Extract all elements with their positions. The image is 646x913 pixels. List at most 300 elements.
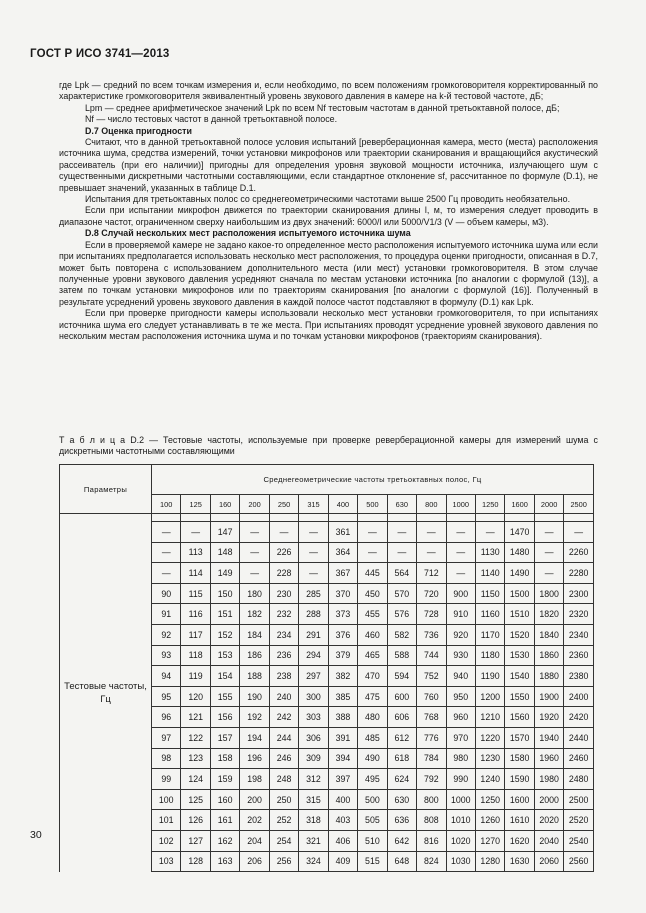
table-cell: 2360 [564,645,594,666]
table-cell: 391 [328,727,357,748]
table-cell: 250 [269,789,298,810]
table-cell: — [299,542,328,563]
table-cell: 792 [417,769,446,790]
table-cell: 156 [210,707,239,728]
table-cell: 564 [387,563,416,584]
table-cell: 406 [328,830,357,851]
table-cell: 196 [240,748,269,769]
table-cell: 2340 [564,624,594,645]
table-cell: — [417,542,446,563]
table-cell: 321 [299,830,328,851]
band-cell: 1600 [505,495,534,514]
band-cell: 400 [328,495,357,514]
table-cell: 1880 [534,666,563,687]
table-cell: 232 [269,604,298,625]
table-cell: 206 [240,851,269,872]
table-cell: 1220 [475,727,504,748]
table-cell: 930 [446,645,475,666]
table-cell: 128 [181,851,210,872]
section-heading: D.8 Случай нескольких мест расположения испытуемого источника шума [85,228,411,239]
table-cell: 1920 [534,707,563,728]
table-cell: 1900 [534,686,563,707]
table-cell: 1620 [505,830,534,851]
table-cell: 2260 [564,542,594,563]
table-cell: 397 [328,769,357,790]
table-cell: 1610 [505,810,534,831]
table-cell: 1030 [446,851,475,872]
spacer-cell [387,514,416,522]
table-cell: 1860 [534,645,563,666]
spacer-cell [417,514,446,522]
band-cell: 250 [269,495,298,514]
table-cell: 96 [152,707,181,728]
table-cell: 980 [446,748,475,769]
table-cell: — [152,522,181,543]
table-cell: 152 [210,624,239,645]
body-text [59,80,598,342]
table-cell: 760 [417,686,446,707]
table-cell: 388 [328,707,357,728]
table-cell: 116 [181,604,210,625]
table-cell: 1260 [475,810,504,831]
table-cell: 324 [299,851,328,872]
band-cell: 500 [358,495,387,514]
section-heading: D.7 Оценка пригодности [85,125,192,136]
table-cell: 102 [152,830,181,851]
table-cell: 200 [240,789,269,810]
table-cell: 1190 [475,666,504,687]
table-cell: 1510 [505,604,534,625]
spacer-cell [152,514,181,522]
spacer-cell [299,514,328,522]
table-cell: 157 [210,727,239,748]
test-frequency-table [59,464,594,872]
table-cell: 228 [269,563,298,584]
table-cell: 93 [152,645,181,666]
table-cell: 244 [269,727,298,748]
table-cell: 2040 [534,830,563,851]
spacer-cell [210,514,239,522]
table-cell: 126 [181,810,210,831]
table-cell: 1540 [505,666,534,687]
band-cell: 125 [181,495,210,514]
table-cell: 455 [358,604,387,625]
param-header: Параметры [60,465,152,514]
band-header: Среднегеометрические частоты третьоктавных полос, Гц [152,465,594,495]
table-cell: 636 [387,810,416,831]
table-cell: — [475,522,504,543]
table-cell: 230 [269,583,298,604]
band-cell: 160 [210,495,239,514]
table-cell: 990 [446,769,475,790]
band-cell: 315 [299,495,328,514]
paragraph: Считают, что в данной третьоктавной полосе условия испытаний [реверберационная камера, место (места) расположения источника шума, средства измерений, точки установки микрофонов или траектории сканирования и вращающийся акустический рассеиватель (при его наличии)] пригодны для определения уровня звуковой мощности источника, излучающего шум с существенными дискретными частотными составляющими, если стандартное отклонение sf, рассчитанное по формуле (D.1), не превышает значений, указанных в таблице D.1. [59,137,598,193]
table-cell: 1020 [446,830,475,851]
table-cell: — [446,542,475,563]
table-cell: 2440 [564,727,594,748]
table-cell: 150 [210,583,239,604]
table-cell: 2560 [564,851,594,872]
table-cell: 248 [269,769,298,790]
table-cell: 800 [417,789,446,810]
table-cell: 445 [358,563,387,584]
table-cell: 409 [328,851,357,872]
table-cell: 149 [210,563,239,584]
table-cell: 182 [240,604,269,625]
table-cell: 288 [299,604,328,625]
table-cell: 242 [269,707,298,728]
table-cell: 2480 [564,769,594,790]
table-cell: 1580 [505,748,534,769]
table-cell: 161 [210,810,239,831]
table-cell: 2320 [564,604,594,625]
table-cell: 1210 [475,707,504,728]
band-cell: 2000 [534,495,563,514]
table-cell: 1250 [475,789,504,810]
table-cell: 1280 [475,851,504,872]
table-cell: 475 [358,686,387,707]
table-cell: 808 [417,810,446,831]
table-cell: 1520 [505,624,534,645]
table-cell: 1480 [505,542,534,563]
table-cell: 1940 [534,727,563,748]
table-cell: 291 [299,624,328,645]
table-cell: 612 [387,727,416,748]
table-cell: 594 [387,666,416,687]
spacer-cell [269,514,298,522]
table-cell: — [387,542,416,563]
table-cell: 163 [210,851,239,872]
table-cell: 180 [240,583,269,604]
table-cell: 315 [299,789,328,810]
table-cell: 101 [152,810,181,831]
table-cell: 920 [446,624,475,645]
table-cell: 403 [328,810,357,831]
table-cell: 744 [417,645,446,666]
table-cell: 736 [417,624,446,645]
spacer-cell [534,514,563,522]
table-cell: 500 [358,789,387,810]
table-cell: 303 [299,707,328,728]
table-cell: 127 [181,830,210,851]
table-cell: — [181,522,210,543]
table-cell: 379 [328,645,357,666]
table-cell: — [417,522,446,543]
table-cell: 816 [417,830,446,851]
table-cell: 582 [387,624,416,645]
table-cell: — [446,522,475,543]
table-cell: 2540 [564,830,594,851]
table-cell: — [358,542,387,563]
table-cell: 2300 [564,583,594,604]
table-cell: — [534,563,563,584]
table-cell: 470 [358,666,387,687]
band-cell: 200 [240,495,269,514]
table-cell: 312 [299,769,328,790]
table-cell: 910 [446,604,475,625]
table-cell: 361 [328,522,357,543]
table-cell: 297 [299,666,328,687]
table-cell: 460 [358,624,387,645]
table-cell: 125 [181,789,210,810]
table-cell: — [446,563,475,584]
table-cell: 151 [210,604,239,625]
table-cell: 510 [358,830,387,851]
table-cell: 148 [210,542,239,563]
table-cell: 318 [299,810,328,831]
table-cell: 2500 [564,789,594,810]
band-cell: 1250 [475,495,504,514]
table-cell: 202 [240,810,269,831]
table-cell: 1820 [534,604,563,625]
paragraph: Испытания для третьоктавных полос со среднегеометрическими частотами выше 2500 Гц проводить необязательно. [85,194,571,205]
spacer-cell [446,514,475,522]
table-cell: 505 [358,810,387,831]
table-cell: 123 [181,748,210,769]
table-cell: 91 [152,604,181,625]
table-cell: 186 [240,645,269,666]
paragraph: Lpm — среднее арифметическое значений Lpk по всем Nf тестовым частотам в данной третьоктавной полосе, дБ; [85,102,560,113]
table-cell: 394 [328,748,357,769]
table-cell: 188 [240,666,269,687]
table-cell: 160 [210,789,239,810]
table-cell: 115 [181,583,210,604]
table-cell: 1200 [475,686,504,707]
table-cell: 119 [181,666,210,687]
table-cell: 98 [152,748,181,769]
table-cell: — [534,542,563,563]
table-cell: — [152,563,181,584]
table-cell: 252 [269,810,298,831]
table-cell: — [387,522,416,543]
table-cell: 940 [446,666,475,687]
table-cell: 950 [446,686,475,707]
table-cell: — [534,522,563,543]
table-cell: 367 [328,563,357,584]
table-cell: 576 [387,604,416,625]
table-cell: 2520 [564,810,594,831]
table-cell: 776 [417,727,446,748]
table-cell: — [299,522,328,543]
table-cell: 158 [210,748,239,769]
table-cell: 648 [387,851,416,872]
table-cell: 373 [328,604,357,625]
table-cell: 97 [152,727,181,748]
table-cell: 900 [446,583,475,604]
table-cell: — [358,522,387,543]
paragraph: Если в проверяемой камере не задано какое-то определенное место расположения испытуемого источника шума или если при испытаниях предполагается использовать несколько мест расположения, то процедура оценки пригодности, описанная в D.7, может быть повторена с использованием дополнительного места (или мест) установки громкоговорителя. В этом случае полученные уровни звукового давления усредняют сначала по местам установки источника [по аналогии с формулой (13)], а затем по точкам установки микрофонов или по траекториям сканирования [по аналогии с формулой (16)]. Полученный в результате усреднений уровень звукового давления в каждой полосе частот подставляют в формулу (D.1) как Lpk. [59,239,598,307]
table-cell: 382 [328,666,357,687]
table-cell: 154 [210,666,239,687]
table-cell: 1240 [475,769,504,790]
table-cell: 1140 [475,563,504,584]
table-cell: 1150 [475,583,504,604]
table-cell: — [299,563,328,584]
table-cell: 226 [269,542,298,563]
table-cell: 2400 [564,686,594,707]
table-cell: 1490 [505,563,534,584]
table-cell: 1270 [475,830,504,851]
spacer-cell [328,514,357,522]
table-cell: 2420 [564,707,594,728]
table-cell: 618 [387,748,416,769]
table-cell: 1630 [505,851,534,872]
table-cell: 385 [328,686,357,707]
table-cell: 234 [269,624,298,645]
table-cell: 728 [417,604,446,625]
table-cell: 720 [417,583,446,604]
table-cell: 103 [152,851,181,872]
table-cell: 1170 [475,624,504,645]
table-cell: 1470 [505,522,534,543]
table-cell: 153 [210,645,239,666]
table-cell: 236 [269,645,298,666]
table-cell: 485 [358,727,387,748]
table-cell: 121 [181,707,210,728]
table-caption: Т а б л и ц а D.2 — Тестовые частоты, используемые при проверке реверберационной камеры для измерений шума с дискретными частотными составляющими [59,435,598,457]
table-cell: 2020 [534,810,563,831]
table-cell: 256 [269,851,298,872]
table-cell: 118 [181,645,210,666]
table-cell: 92 [152,624,181,645]
band-cell: 1000 [446,495,475,514]
table-cell: 1530 [505,645,534,666]
spacer-cell [240,514,269,522]
table-cell: 1800 [534,583,563,604]
table-cell: 2460 [564,748,594,769]
table-cell: 960 [446,707,475,728]
table-cell: — [240,542,269,563]
table-cell: 254 [269,830,298,851]
table-cell: 184 [240,624,269,645]
paragraph: Если при проверке пригодности камеры использовали несколько мест установки громкоговорителя, то при испытаниях источника шума его следует устанавливать в те же места. При испытаниях проводят усреднение уровней звукового давления по нескольким местам расположения источника шума и по точкам установки микрофонов (траекториям сканирования). [59,308,598,341]
table-cell: 1180 [475,645,504,666]
table-cell: 1980 [534,769,563,790]
table-cell: 570 [387,583,416,604]
table-cell: 1230 [475,748,504,769]
table-cell: 2060 [534,851,563,872]
row-label: Тестовые частоты, Гц [60,514,152,872]
table-cell: 94 [152,666,181,687]
table-cell: 204 [240,830,269,851]
table-cell: 198 [240,769,269,790]
table-cell: 117 [181,624,210,645]
table-cell: 364 [328,542,357,563]
table-cell: 155 [210,686,239,707]
table-cell: 306 [299,727,328,748]
spacer-cell [505,514,534,522]
table-cell: 147 [210,522,239,543]
table-cell: 1010 [446,810,475,831]
table-cell: 2000 [534,789,563,810]
table-cell: 122 [181,727,210,748]
table-cell: 1550 [505,686,534,707]
table-cell: 1500 [505,583,534,604]
table-cell: 190 [240,686,269,707]
table-cell: 1000 [446,789,475,810]
spacer-cell [358,514,387,522]
table-cell: 624 [387,769,416,790]
table-cell: 2280 [564,563,594,584]
table-cell: 2380 [564,666,594,687]
table-cell: 194 [240,727,269,748]
table-cell: 309 [299,748,328,769]
table-cell: 752 [417,666,446,687]
table-cell: — [240,563,269,584]
table-cell: 642 [387,830,416,851]
table-cell: 1560 [505,707,534,728]
spacer-cell [181,514,210,522]
table-cell: 630 [387,789,416,810]
table-cell: 606 [387,707,416,728]
page-number: 30 [30,829,42,841]
table-cell: 90 [152,583,181,604]
document-header: ГОСТ Р ИСО 3741—2013 [30,48,170,60]
table-cell: — [564,522,594,543]
band-cell: 630 [387,495,416,514]
spacer-cell [564,514,594,522]
table-cell: — [152,542,181,563]
table-cell: 490 [358,748,387,769]
table-cell: 159 [210,769,239,790]
table-cell: — [240,522,269,543]
table-cell: 240 [269,686,298,707]
table-cell: 1840 [534,624,563,645]
table-cell: 300 [299,686,328,707]
table-cell: 768 [417,707,446,728]
table-cell: 480 [358,707,387,728]
table-cell: 1570 [505,727,534,748]
spacer-cell [475,514,504,522]
table-cell: 400 [328,789,357,810]
table-cell: 294 [299,645,328,666]
table-cell: 515 [358,851,387,872]
table-cell: 124 [181,769,210,790]
table-cell: 113 [181,542,210,563]
table-cell: 99 [152,769,181,790]
paragraph: Если при испытании микрофон движется по траектории сканирования длины l, м, то измерения следует проводить в диапазоне частот, ограниченном сверху наибольшим из двух значений: 6000/l или 5000/V1/3 (V — объем камеры, м3). [59,205,598,227]
table-cell: 120 [181,686,210,707]
table-cell: 238 [269,666,298,687]
band-cell: 100 [152,495,181,514]
paragraph: Nf — число тестовых частот в данной третьоктавной полосе. [85,114,338,125]
table-cell: 376 [328,624,357,645]
table-cell: 370 [328,583,357,604]
paragraph: где Lpk — средний по всем точкам измерения и, если необходимо, по всем положениям громкоговорителя корректированный по характеристике громкоговорителя эквивалентный уровень звукового давления в камере на k-й тестовой частоте, дБ; [59,80,598,102]
table-cell: 1160 [475,604,504,625]
table-cell: 95 [152,686,181,707]
table-cell: 588 [387,645,416,666]
table-cell: 192 [240,707,269,728]
table-cell: 1590 [505,769,534,790]
table-cell: 1130 [475,542,504,563]
band-cell: 2500 [564,495,594,514]
table-cell: 114 [181,563,210,584]
table-cell: 600 [387,686,416,707]
table-cell: 246 [269,748,298,769]
table-cell: 1960 [534,748,563,769]
table-cell: 450 [358,583,387,604]
table-cell: 285 [299,583,328,604]
table-cell: 495 [358,769,387,790]
table-cell: 1600 [505,789,534,810]
table-cell: 100 [152,789,181,810]
table-cell: 162 [210,830,239,851]
table-cell: — [269,522,298,543]
table-cell: 824 [417,851,446,872]
table-cell: 465 [358,645,387,666]
table-cell: 784 [417,748,446,769]
